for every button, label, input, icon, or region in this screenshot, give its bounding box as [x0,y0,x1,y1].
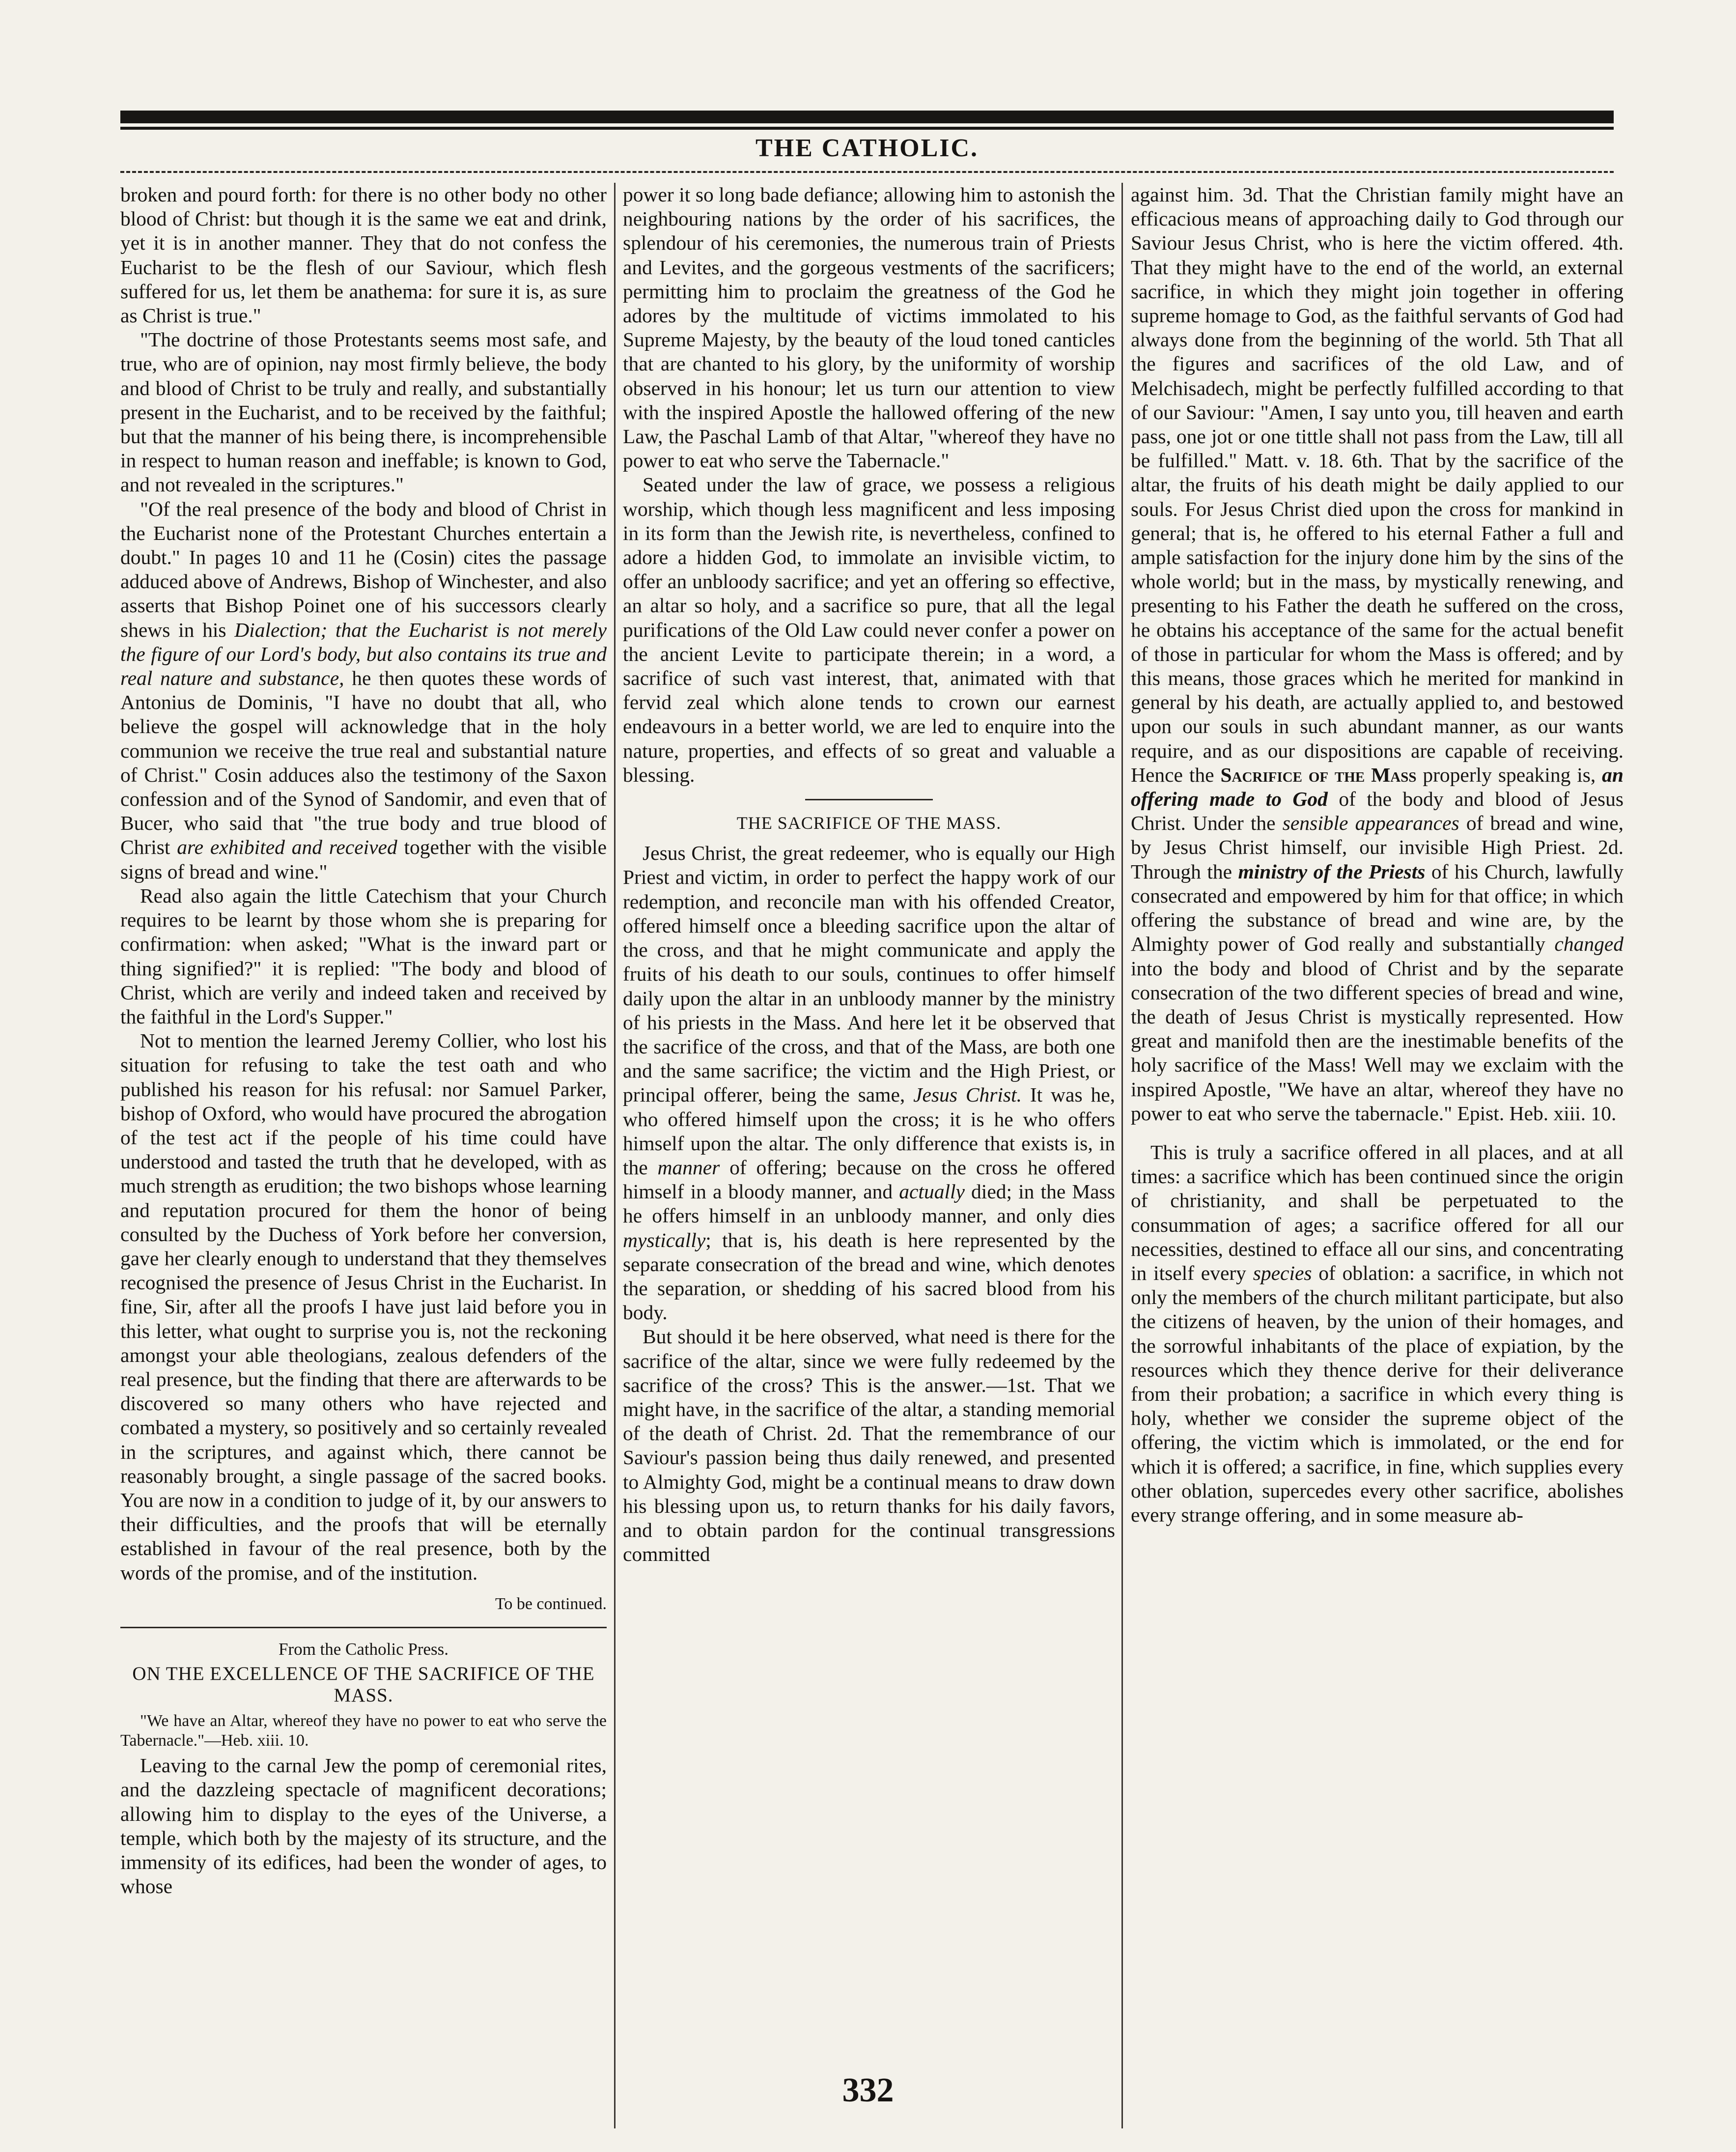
page-number: 332 [842,2071,894,2109]
page-title: THE CATHOLIC. [755,134,979,162]
epigraph: "We have an Altar, whereof they have no power to eat who serve the Tabernacle."—Heb. xiii. 10. [120,1712,607,1750]
italic-run: mystically [623,1228,706,1251]
paragraph: power it so long bade defiance; allowing him to astonish the neighbouring nations by the order of his sacrifices, the splendour of his ceremonies, the numerous train of Priests and Levites, and the gorgeous vestments of the sacrificers; permitting him to proclaim the greatness of the God he adores by the multitude of victims immolated to his Supreme Majesty, by the beauty of the loud toned canticles that are chanted to his glory, by the uniformity of worship observed in his honour; let us turn our attention to view with the inspired Apostle the hallowed offering of the new Law, the Paschal Lamb of that Altar, "whereof they have no power to eat who serve the Tabernacle." [623,183,1115,472]
paragraph: broken and pourd forth: for there is no other body no other blood of Christ: but though it is the same we eat and drink, yet it is in another manner. They that do not confess the Eucharist to be the flesh of our Saviour, which flesh suffered for us, let them be anathema: for sure it is, as sure as Christ is true." [120,183,607,327]
text-run: This is truly a sacrifice offered in all places, and at all times: a sacrifice which has been continued since the origin of christianity, and shall be perpetuated to the consummation of ages; a sacrifice offered for all our necessities, destined to efface all our sins, and concentrating in itself every [1131,1140,1624,1284]
to-be-continued: To be continued. [495,1594,607,1613]
paragraph: Not to mention the learned Jeremy Collier, who lost his situation for refusing to take the test oath and who published his reason for his refusal: nor Samuel Parker, bishop of Oxford, who would have procured the abrogation of the test act if the people of his time could have understood and tasted the truth that he developed, with as much strength as erudition; the two bishops whose learning and reputation procured for them the honor of being consulted by the Duchess of York before her conversion, gave her clearly enough to understand that they themselves recognised the presence of Jesus Christ in the Eucharist. In fine, Sir, after all the proofs I have just laid before you in this letter, what ought to surprise you is, not the reckoning amongst your able theologians, zealous defenders of the real presence, but the finding that there are afterwards to be discovered so many others who have rejected and combated a mystery, so positively and so certainly revealed in the scriptures, and against which, there cannot be reasonably brought, a single passage of the sacred books. You are now in a condition to judge of it, by our answers to their difficulties, and the proofs that will be eternally established in favour of the real presence, both by the words of the promise, and of the institution. [120,1029,607,1584]
italic-run: actually [899,1180,965,1203]
text-run: of oblation: a sacrifice, in which not only the members of the church militant participate, but also the citizens of heaven, by the union of their homages, and the sorrowful inhabitants of the place of expiation, by the resources which they thence derive for their deliverance from their probation; a sacrifice in which every thing is holy, whether we consider the supreme object of the offering, the victim which is immolated, or the end for which it is offered; a sacrifice, in fine, which supplies every other oblation, supercedes every other sacrifice, abolishes every strange offering, and in some measure ab- [1131,1261,1624,1526]
text-run: into the body and blood of Christ and by the separate consecration of the two different species of bread and wine, the death of Jesus Christ is mystically represented. How great and manifold then are the inestimable benefits of the holy sacrifice of the Mass! Well may we exclaim with the inspired Apostle, "We have an altar, whereof they have no power to eat who serve the tabernacle." Epist. Heb. xiii. 10. [1131,957,1624,1125]
text-run: properly speaking is, [1416,763,1602,786]
text-run: he then quotes these words of Antonius de Dominis, "I have no doubt that all, who believe the gospel will acknowledge that in the holy communion we receive the true real and substantial nature of Christ." Cosin adduces also the testimony of the Saxon confession and of the Synod of Sandomir, and even that of Bucer, who said that "the true body and true blood of Christ [120,667,607,859]
italic-run: ministry of the Priests [1238,860,1426,883]
paragraph [623,841,1115,1325]
text-run: ; that is, his death is here represented by the separate consecration of the bread and wine, which denotes the separation, or shedding of his sacred blood from his body. [623,1228,1115,1324]
small-caps-run: Sacrifice of the Mass [1220,763,1417,786]
paragraph [1131,1140,1624,1527]
text-run: It was he, who offered himself upon the cross; it is he who offers himself upon the altar. The only difference that exists is, in the [623,1083,1115,1179]
text-run: died; in the Mass he offers himself in an unbloody manner, and only dies [623,1180,1115,1227]
paragraph: But should it be here observed, what need is there for the sacrifice of the altar, since we were fully redeemed by the sacrifice of the cross? This is the answer.—1st. That we might have, in the sacrifice of the altar, a standing memorial of the death of Christ. 2d. That the remembrance of our Saviour's passion being thus daily renewed, and presented to Almighty God, might be a continual means to draw down his blessing upon us, to return thanks for his daily favors, and to obtain pardon for the continual transgressions committed [623,1325,1115,1566]
text-run: "Of the real presence of the body and blood of Christ in the Eucharist none of the Protestant Churches entertain a doubt." In pages 10 and 11 he (Cosin) cites the passage adduced above of Andrews, Bishop of Winchester, and also asserts that Bishop Poinet one of his successors clearly shews in his [120,497,607,641]
source-credit: From the Catholic Press. [278,1639,449,1659]
italic-run: Jesus Christ. [913,1083,1022,1106]
text-run: Jesus Christ, the great redeemer, who is equally our High Priest and victim, in order to perfect the happy work of our redemption, and reconcile man with his offended Creator, offered himself once a bleeding sacrifice upon the altar of the cross, and that he might communicate and apply the fruits of his death to our souls, continues to offer himself daily upon the altar in an unbloody manner by the ministry of his priests in the Mass. And here let it be observed that the sacrifice of the cross, and that of the Mass, are both one and the same sacrifice; the victim and the High Priest, or principal offerer, being the same, [623,842,1115,1106]
section-rule [805,799,933,800]
top-rule [120,111,1614,123]
text-run: of bread and wine, by Jesus Christ himself, our invisible High Priest. 2d. Through the [1131,812,1624,883]
italic-run: Dialection; that the Eucharist is not merely the figure of our Lord's body, but also contains its true and real nature and substance, [120,618,607,690]
text-run: of the body and blood of Jesus Christ. Under the [1131,788,1624,835]
text-run: of offering; because on the cross he offered himself in a bloody manner, and [623,1156,1115,1203]
paragraph [1131,183,1624,1126]
paragraph: "The doctrine of those Protestants seems most safe, and true, who are of opinion, nay most firmly believe, the body and blood of Christ to be truly and really, and substantially present in the Eucharist, and to be received by the faithful; but that the manner of his being there, is incomprehensible in respect to human reason and ineffable; is known to God, and not revealed in the scriptures." [120,328,607,496]
column-2 [623,183,1115,1858]
italic-run: sensible appearances [1282,812,1459,835]
paragraph [120,497,607,884]
text-run: against him. 3d. That the Christian family might have an efficacious means of approaching daily to God through our Saviour Jesus Christ, who is here the victim offered. 4th. That they might have to the end of the world, an external sacrifice, in which they might join together in offering supreme homage to God, as the faithful servants of God had always done from the beginning of the world. 5th That all the figures and sacrifices of the old Law, and of Melchisadech, might be perfectly fulfilled according to that of our Saviour: "Amen, I say unto you, till heaven and earth pass, one jot or one tittle shall not pass from the Law, till all be fulfilled." Matt. v. 18. 6th. That by the sacrifice of the altar, the fruits of his death might be daily applied to our souls. For Jesus Christ died upon the cross for mankind in general; that is, he offered to his eternal Father a full and ample satisfaction for the injury done him by the sins of the whole world; but in the mass, by mystically renewing, and presenting to his Father the death he suffered on the cross, he obtains his acceptance of the same for the actual benefit of those in particular for whom the Mass is offered; and by this means, those graces which he merited for mankind in general by his death, are actually applied to, and bestowed upon our souls in such abundant manner, as our wants require, and as our dispositions are capable of receiving. Hence the [1131,183,1624,786]
column-separator-1 [614,183,616,2128]
paragraph: Read also again the little Catechism that your Church requires to be learnt by those whom she is preparing for confirmation: when asked; "What is the inward part or thing signified?" it is replied: "The body and blood of Christ, which are verily and indeed taken and received by the faithful in the Lord's Supper." [120,884,607,1028]
column-1 [120,183,607,1898]
section-heading: THE SACRIFICE OF THE MASS. [736,813,1002,833]
paragraph: Leaving to the carnal Jew the pomp of ceremonial rites, and the dazzleing spectacle of magnificent decorations; allowing him to display to the eyes of the Universe, a temple, which both by the majesty of its structure, and the immensity of its edifices, had been the wonder of ages, to whose [120,1754,607,1898]
column-3 [1131,183,1624,1858]
article-title: ON THE EXCELLENCE OF THE SACRIFICE OF THE MASS. [132,1663,595,1706]
section-rule [120,1627,607,1628]
italic-run: are exhibited and received [177,836,397,859]
italic-run: species [1253,1261,1312,1284]
text-run: of his Church, lawfully consecrated and empowered by him for that office; in which offering the substance of bread and wine are, by the Almighty power of God really and substantially [1131,860,1624,956]
text-run: together with the visible signs of bread and wine." [120,836,607,883]
italic-run: changed [1554,933,1624,956]
italic-run: manner [657,1156,720,1179]
column-separator-2 [1121,183,1123,2128]
paragraph: Seated under the law of grace, we possess a religious worship, which though less magnificent and less imposing in its form than the Jewish rite, is nevertheless, confined to adore a hidden God, to immolate an invisible victim, to offer an unbloody sacrifice; and yet an offering so effective, an altar so holy, and a sacrifice so pure, that all the legal purifications of the Old Law could never confer a power on the ancient Levite to participate therein; in a word, a sacrifice of such vast interest, that, animated with that fervid zeal which alone tends to crown our earnest endeavours in a better world, we are led to enquire into the nature, properties, and effects of so great and valuable a blessing. [623,473,1115,786]
header-dashed-rule [120,171,1614,173]
italic-run: an offering made to God [1131,763,1624,811]
